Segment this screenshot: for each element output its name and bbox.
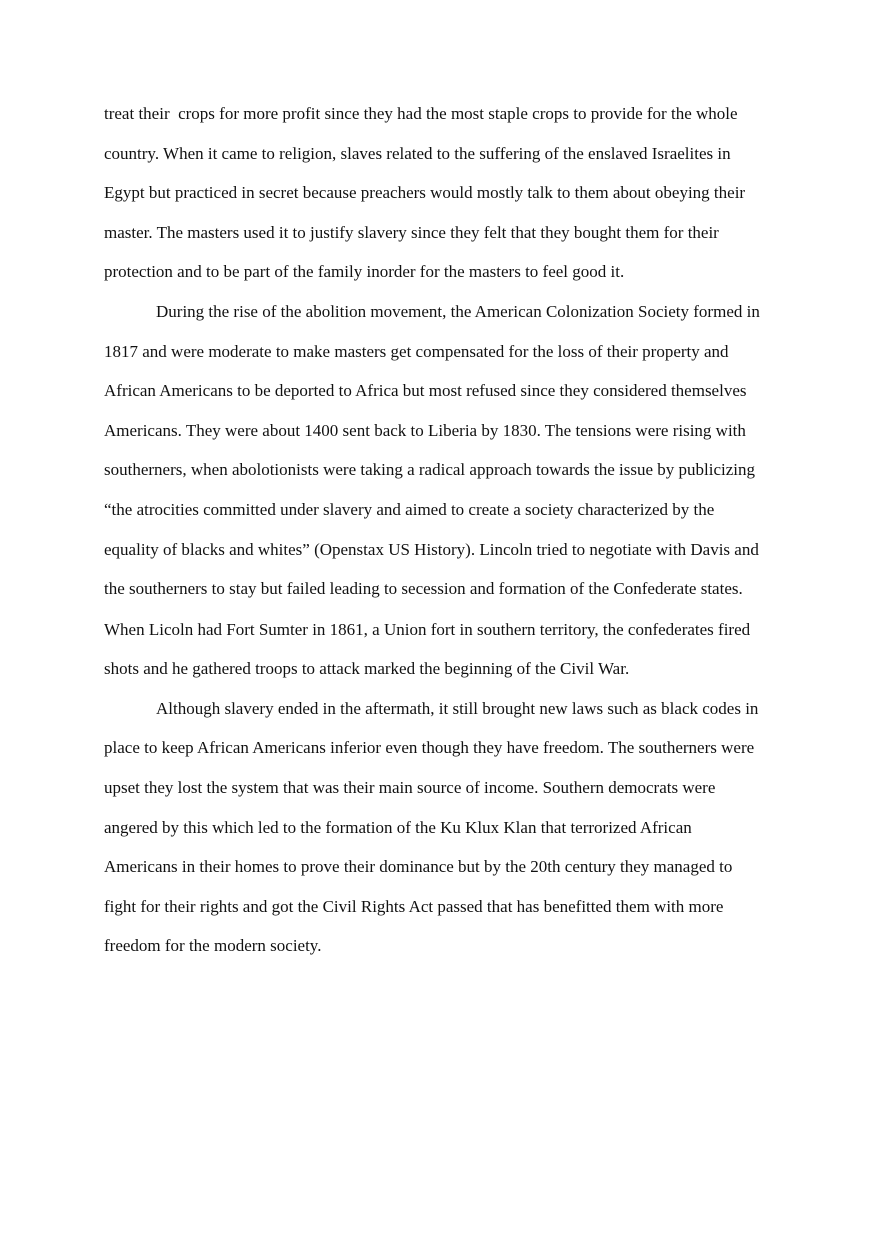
text-line: master. The masters used it to justify slavery since they felt that they bought them for their <box>104 223 719 242</box>
text-line: Although slavery ended in the aftermath, it still brought new laws such as black codes in <box>156 699 759 718</box>
text-line: Americans in their homes to prove their dominance but by the 20th century they managed to <box>104 857 733 876</box>
text-line: treat their crops for more profit since they had the most staple crops to provide for the whole <box>104 104 738 123</box>
text-line: protection and to be part of the family inorder for the masters to feel good it. <box>104 262 625 281</box>
text-line: “the atrocities committed under slavery and aimed to create a society characterized by the <box>104 500 715 519</box>
text-line: country. When it came to religion, slaves related to the suffering of the enslaved Israelites in <box>104 144 731 163</box>
text-line: equality of blacks and whites” (Openstax US History). Lincoln tried to negotiate with Davis and <box>104 540 759 559</box>
text-line: place to keep African Americans inferior even though they have freedom. The southerners were <box>104 738 755 757</box>
text-line: African Americans to be deported to Africa but most refused since they considered themselves <box>104 381 747 400</box>
text-line: freedom for the modern society. <box>104 936 322 955</box>
text-line: upset they lost the system that was their main source of income. Southern democrats were <box>104 778 716 797</box>
text-line: 1817 and were moderate to make masters get compensated for the loss of their property and <box>104 342 729 361</box>
text-line: shots and he gathered troops to attack marked the beginning of the Civil War. <box>104 659 630 678</box>
text-line: southerners, when abolotionists were taking a radical approach towards the issue by publicizing <box>104 460 756 479</box>
text-line: When Licoln had Fort Sumter in 1861, a Union fort in southern territory, the confederates fired <box>104 620 751 639</box>
text-line: fight for their rights and got the Civil Rights Act passed that has benefitted them with more <box>104 897 724 916</box>
text-line: angered by this which led to the formation of the Ku Klux Klan that terrorized African <box>104 818 692 837</box>
text-line: Americans. They were about 1400 sent back to Liberia by 1830. The tensions were rising with <box>104 421 746 440</box>
text-line: the southerners to stay but failed leading to secession and formation of the Confederate states. <box>104 579 743 598</box>
text-line: During the rise of the abolition movement, the American Colonization Society formed in <box>156 302 760 321</box>
text-line: Egypt but practiced in secret because preachers would mostly talk to them about obeying their <box>104 183 746 202</box>
